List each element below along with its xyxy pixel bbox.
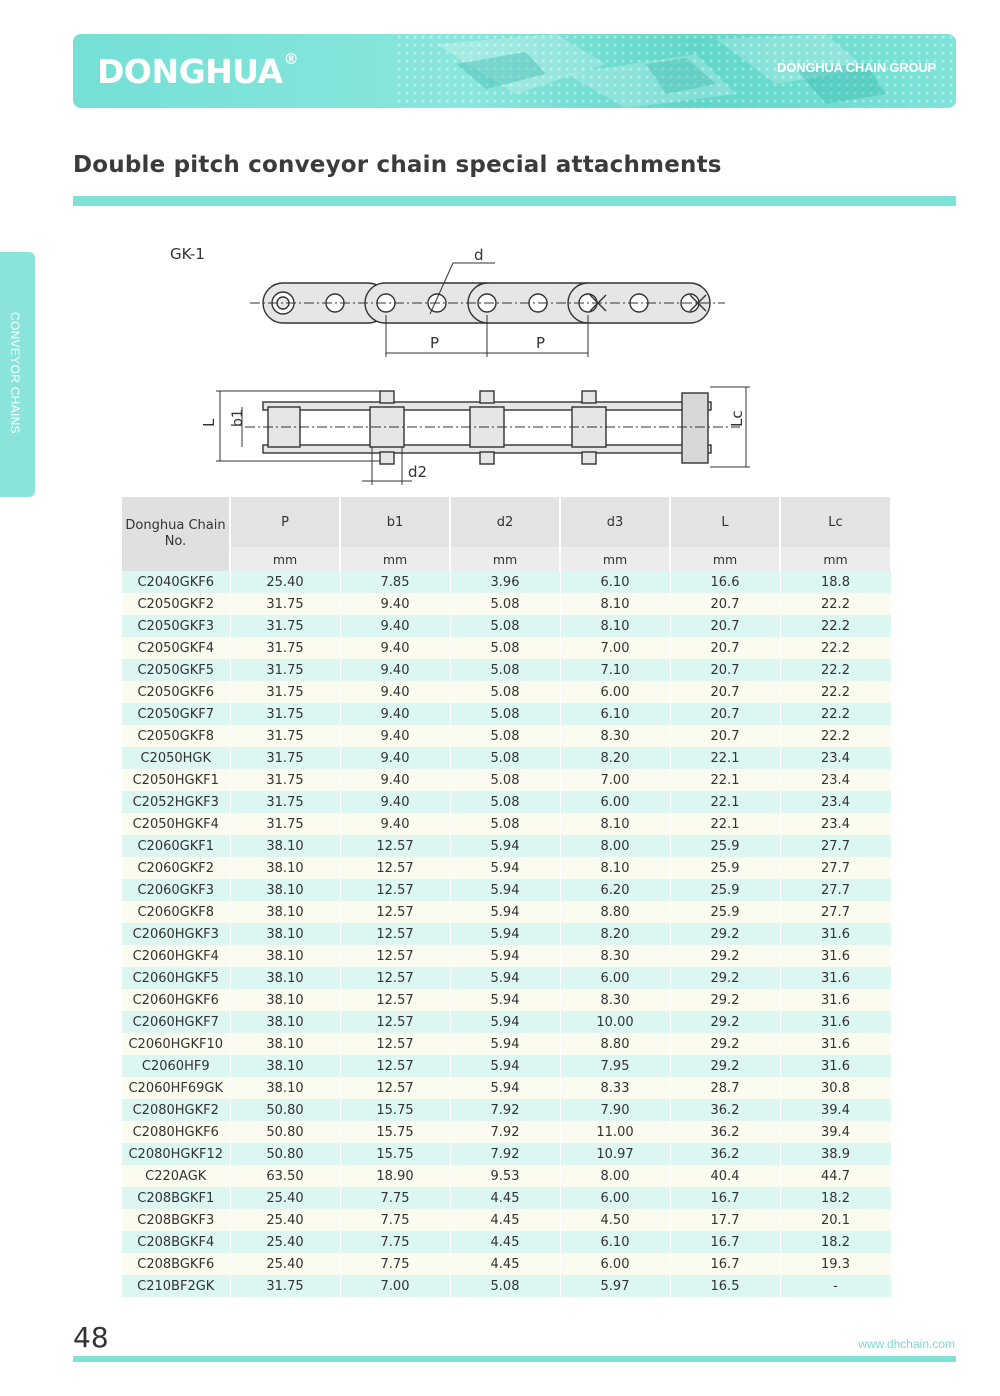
cell-value: 23.4: [780, 747, 891, 769]
cell-value: 9.53: [450, 1165, 560, 1187]
table-row: [122, 1275, 891, 1297]
cell-value: 25.40: [230, 571, 340, 593]
cell-value: 22.1: [670, 813, 780, 835]
cell-value: 31.6: [780, 1033, 891, 1055]
cell-chain-no: C2050GKF2: [122, 593, 230, 615]
cell-value: 9.40: [340, 681, 450, 703]
cell-value: 18.2: [780, 1187, 891, 1209]
cell-value: 4.45: [450, 1187, 560, 1209]
cell-value: 5.94: [450, 923, 560, 945]
side-tab-label: CONVEYOR CHAINS: [8, 312, 22, 434]
table-row: [122, 725, 891, 747]
cell-value: 9.40: [340, 659, 450, 681]
cell-value: 36.2: [670, 1121, 780, 1143]
cell-value: 22.2: [780, 725, 891, 747]
cell-value: 31.75: [230, 681, 340, 703]
cell-value: 28.7: [670, 1077, 780, 1099]
dim-b1-label: b1: [230, 409, 246, 427]
cell-value: 31.6: [780, 945, 891, 967]
table-row: [122, 923, 891, 945]
header-d3: d3: [560, 497, 670, 547]
cell-value: 31.6: [780, 923, 891, 945]
cell-value: 12.57: [340, 1033, 450, 1055]
cell-value: 6.10: [560, 703, 670, 725]
cell-value: 5.94: [450, 1011, 560, 1033]
table-row: [122, 1209, 891, 1231]
cell-value: 16.7: [670, 1231, 780, 1253]
cell-value: 22.1: [670, 747, 780, 769]
cell-chain-no: C2060HGKF5: [122, 967, 230, 989]
page-number: 48: [73, 1321, 109, 1354]
cell-chain-no: C2050GKF6: [122, 681, 230, 703]
cell-chain-no: C2050HGKF4: [122, 813, 230, 835]
unit-b1: mm: [340, 547, 450, 571]
cell-chain-no: C220AGK: [122, 1165, 230, 1187]
cell-value: 8.30: [560, 989, 670, 1011]
table-row: [122, 615, 891, 637]
footer-divider: [73, 1356, 956, 1362]
cell-value: 29.2: [670, 967, 780, 989]
cell-value: 8.33: [560, 1077, 670, 1099]
cell-value: 38.9: [780, 1143, 891, 1165]
cell-value: 6.00: [560, 967, 670, 989]
cell-value: 36.2: [670, 1099, 780, 1121]
unit-d3: mm: [560, 547, 670, 571]
cell-value: 15.75: [340, 1099, 450, 1121]
cell-value: 16.6: [670, 571, 780, 593]
cell-chain-no: C2080HGKF2: [122, 1099, 230, 1121]
website-link[interactable]: www.dhchain.com: [858, 1337, 955, 1351]
cell-value: 5.08: [450, 1275, 560, 1297]
dim-l-label: L: [200, 418, 218, 427]
cell-chain-no: C2060HGKF10: [122, 1033, 230, 1055]
cell-value: 5.94: [450, 901, 560, 923]
cell-value: 5.08: [450, 791, 560, 813]
cell-value: 5.08: [450, 681, 560, 703]
cell-value: 7.75: [340, 1231, 450, 1253]
dim-lc-label: Lc: [728, 410, 746, 427]
cell-value: 38.10: [230, 989, 340, 1011]
cell-value: 7.00: [560, 637, 670, 659]
header-p: P: [230, 497, 340, 547]
table-row: [122, 1187, 891, 1209]
unit-p: mm: [230, 547, 340, 571]
table-row: [122, 791, 891, 813]
cell-value: 23.4: [780, 769, 891, 791]
cell-value: 27.7: [780, 857, 891, 879]
cell-value: 6.00: [560, 1187, 670, 1209]
cell-value: 8.10: [560, 615, 670, 637]
table-row: [122, 1055, 891, 1077]
cell-chain-no: C2052HGKF3: [122, 791, 230, 813]
cell-value: 12.57: [340, 1011, 450, 1033]
cell-value: 25.9: [670, 901, 780, 923]
cell-value: 22.2: [780, 593, 891, 615]
cell-chain-no: C2050HGKF1: [122, 769, 230, 791]
cell-value: 12.57: [340, 945, 450, 967]
cell-value: 31.75: [230, 615, 340, 637]
cell-value: 19.3: [780, 1253, 891, 1275]
cell-value: 38.10: [230, 1077, 340, 1099]
cell-value: 7.75: [340, 1253, 450, 1275]
cell-value: 4.45: [450, 1231, 560, 1253]
cell-chain-no: C208BGKF1: [122, 1187, 230, 1209]
cell-value: 7.75: [340, 1187, 450, 1209]
dim-d2-label: d2: [408, 463, 428, 481]
cell-value: 12.57: [340, 857, 450, 879]
cell-value: 6.20: [560, 879, 670, 901]
cell-value: 8.20: [560, 747, 670, 769]
cell-value: 7.95: [560, 1055, 670, 1077]
cell-value: 38.10: [230, 1033, 340, 1055]
cell-value: 31.6: [780, 989, 891, 1011]
cell-chain-no: C210BF2GK: [122, 1275, 230, 1297]
table-row: [122, 945, 891, 967]
cell-value: 5.97: [560, 1275, 670, 1297]
cell-chain-no: C2040GKF6: [122, 571, 230, 593]
unit-d2: mm: [450, 547, 560, 571]
cell-value: 29.2: [670, 1011, 780, 1033]
cell-value: 22.2: [780, 681, 891, 703]
cell-value: 12.57: [340, 989, 450, 1011]
cell-value: 31.6: [780, 967, 891, 989]
page-title: Double pitch conveyor chain special attachments: [73, 152, 722, 178]
cell-value: 23.4: [780, 791, 891, 813]
table-row: [122, 1077, 891, 1099]
table-row: [122, 1165, 891, 1187]
cell-value: 25.9: [670, 879, 780, 901]
header-d2: d2: [450, 497, 560, 547]
cell-value: 16.7: [670, 1253, 780, 1275]
cell-value: 12.57: [340, 835, 450, 857]
header-chain-no: Donghua Chain No.: [122, 497, 230, 571]
cell-value: 20.1: [780, 1209, 891, 1231]
cell-value: 9.40: [340, 725, 450, 747]
cell-value: 20.7: [670, 725, 780, 747]
cell-value: 25.40: [230, 1209, 340, 1231]
table-row: [122, 813, 891, 835]
cell-value: 6.00: [560, 681, 670, 703]
cell-chain-no: C2060HGKF4: [122, 945, 230, 967]
table-row: [122, 901, 891, 923]
cell-value: 20.7: [670, 593, 780, 615]
cell-value: 9.40: [340, 769, 450, 791]
cell-value: 9.40: [340, 703, 450, 725]
spec-table: [122, 497, 892, 1297]
cell-value: 3.96: [450, 571, 560, 593]
cell-value: 8.10: [560, 857, 670, 879]
cell-value: 31.75: [230, 725, 340, 747]
cell-value: 25.9: [670, 835, 780, 857]
cell-value: 38.10: [230, 901, 340, 923]
table-row: [122, 1253, 891, 1275]
cell-value: 11.00: [560, 1121, 670, 1143]
cell-value: 5.94: [450, 857, 560, 879]
cell-value: 25.40: [230, 1231, 340, 1253]
cell-value: 22.1: [670, 769, 780, 791]
cell-value: 20.7: [670, 681, 780, 703]
table-row: [122, 1011, 891, 1033]
cell-value: 39.4: [780, 1099, 891, 1121]
cell-chain-no: C2050GKF3: [122, 615, 230, 637]
cell-value: 20.7: [670, 659, 780, 681]
cell-value: 8.20: [560, 923, 670, 945]
cell-chain-no: C2060GKF8: [122, 901, 230, 923]
brand-logo: DONGHUA®: [97, 50, 299, 91]
table-row: [122, 659, 891, 681]
cell-value: 16.5: [670, 1275, 780, 1297]
cell-chain-no: C2080HGKF12: [122, 1143, 230, 1165]
cell-value: 31.6: [780, 1055, 891, 1077]
cell-chain-no: C2060GKF2: [122, 857, 230, 879]
cell-value: 9.40: [340, 615, 450, 637]
cell-value: 63.50: [230, 1165, 340, 1187]
cell-value: 8.10: [560, 593, 670, 615]
cell-chain-no: C208BGKF4: [122, 1231, 230, 1253]
cell-value: 15.75: [340, 1121, 450, 1143]
group-name: DONGHUA CHAIN GROUP: [777, 60, 936, 75]
cell-value: 8.10: [560, 813, 670, 835]
cell-value: 17.7: [670, 1209, 780, 1231]
cell-chain-no: C2050GKF8: [122, 725, 230, 747]
table-row: [122, 857, 891, 879]
cell-chain-no: C2060GKF1: [122, 835, 230, 857]
table-row: [122, 879, 891, 901]
cell-value: 10.00: [560, 1011, 670, 1033]
cell-value: 4.45: [450, 1209, 560, 1231]
cell-value: 50.80: [230, 1121, 340, 1143]
cell-value: 5.08: [450, 725, 560, 747]
cell-value: 5.08: [450, 813, 560, 835]
table-row: [122, 967, 891, 989]
cell-value: 5.94: [450, 1077, 560, 1099]
cell-value: 5.94: [450, 945, 560, 967]
cell-value: 7.90: [560, 1099, 670, 1121]
section-side-tab: [0, 252, 35, 497]
cell-value: 16.7: [670, 1187, 780, 1209]
cell-value: 29.2: [670, 1033, 780, 1055]
cell-value: 31.75: [230, 703, 340, 725]
table-row: [122, 747, 891, 769]
table-row: [122, 593, 891, 615]
cell-value: 9.40: [340, 637, 450, 659]
cell-value: 5.94: [450, 835, 560, 857]
cell-value: 5.08: [450, 747, 560, 769]
cell-value: 7.75: [340, 1209, 450, 1231]
cell-value: 22.2: [780, 615, 891, 637]
cell-value: 5.08: [450, 615, 560, 637]
cell-value: 7.92: [450, 1121, 560, 1143]
cell-value: 31.75: [230, 747, 340, 769]
cell-value: 38.10: [230, 1011, 340, 1033]
cell-value: 38.10: [230, 945, 340, 967]
cell-value: 22.1: [670, 791, 780, 813]
cell-value: 6.10: [560, 571, 670, 593]
cell-value: 29.2: [670, 923, 780, 945]
cell-value: 10.97: [560, 1143, 670, 1165]
table-row: [122, 769, 891, 791]
cell-value: 44.7: [780, 1165, 891, 1187]
cell-value: 12.57: [340, 879, 450, 901]
cell-value: 5.08: [450, 659, 560, 681]
table-row: [122, 1099, 891, 1121]
cell-value: 22.2: [780, 703, 891, 725]
cell-value: 6.10: [560, 1231, 670, 1253]
table-row: [122, 1231, 891, 1253]
cell-value: 20.7: [670, 703, 780, 725]
cell-chain-no: C208BGKF3: [122, 1209, 230, 1231]
cell-value: -: [780, 1275, 891, 1297]
cell-value: 18.90: [340, 1165, 450, 1187]
cell-value: 29.2: [670, 945, 780, 967]
cell-value: 12.57: [340, 1077, 450, 1099]
cell-value: 5.94: [450, 967, 560, 989]
table-row: [122, 1143, 891, 1165]
cell-chain-no: C2050GKF4: [122, 637, 230, 659]
cell-value: 20.7: [670, 637, 780, 659]
table-row: [122, 1033, 891, 1055]
cell-value: 7.00: [340, 1275, 450, 1297]
cell-chain-no: C208BGKF6: [122, 1253, 230, 1275]
cell-chain-no: C2080HGKF6: [122, 1121, 230, 1143]
table-row: [122, 1121, 891, 1143]
cell-chain-no: C2050GKF5: [122, 659, 230, 681]
cell-value: 31.75: [230, 769, 340, 791]
cell-value: 38.10: [230, 857, 340, 879]
cell-value: 18.8: [780, 571, 891, 593]
cell-value: 9.40: [340, 813, 450, 835]
cell-value: 23.4: [780, 813, 891, 835]
cell-chain-no: C2060HGKF3: [122, 923, 230, 945]
table-row: [122, 989, 891, 1011]
cell-value: 38.10: [230, 835, 340, 857]
table-row: [122, 681, 891, 703]
diagram-model-label: GK-1: [170, 245, 205, 263]
cell-value: 29.2: [670, 989, 780, 1011]
cell-value: 31.75: [230, 813, 340, 835]
table-row: [122, 571, 891, 593]
spec-table-body: [122, 571, 891, 1297]
cell-value: 38.10: [230, 879, 340, 901]
cell-value: 22.2: [780, 659, 891, 681]
cell-value: 7.00: [560, 769, 670, 791]
cell-chain-no: C2060HF9: [122, 1055, 230, 1077]
chain-diagram: [150, 235, 790, 495]
cell-value: 38.10: [230, 923, 340, 945]
header-banner: [73, 34, 956, 108]
cell-value: 8.30: [560, 725, 670, 747]
cell-value: 7.10: [560, 659, 670, 681]
cell-value: 5.08: [450, 593, 560, 615]
cell-value: 6.00: [560, 1253, 670, 1275]
cell-value: 20.7: [670, 615, 780, 637]
cell-value: 5.94: [450, 879, 560, 901]
cell-value: 30.8: [780, 1077, 891, 1099]
cell-value: 38.10: [230, 1055, 340, 1077]
cell-value: 39.4: [780, 1121, 891, 1143]
cell-value: 8.80: [560, 901, 670, 923]
header-lc: Lc: [780, 497, 891, 547]
cell-chain-no: C2060GKF3: [122, 879, 230, 901]
table-row: [122, 835, 891, 857]
dim-p1-label: P: [430, 334, 440, 352]
cell-value: 8.00: [560, 835, 670, 857]
cell-value: 31.75: [230, 593, 340, 615]
cell-value: 27.7: [780, 901, 891, 923]
cell-value: 7.92: [450, 1143, 560, 1165]
dim-d-label: d: [474, 246, 484, 264]
cell-value: 25.40: [230, 1253, 340, 1275]
cell-value: 25.40: [230, 1187, 340, 1209]
cell-value: 12.57: [340, 923, 450, 945]
cell-value: 5.08: [450, 703, 560, 725]
header-l: L: [670, 497, 780, 547]
dim-p2-label: P: [536, 334, 546, 352]
cell-chain-no: C2060HGKF6: [122, 989, 230, 1011]
cell-chain-no: C2060HGKF7: [122, 1011, 230, 1033]
unit-lc: mm: [780, 547, 891, 571]
cell-value: 5.08: [450, 637, 560, 659]
cell-value: 38.10: [230, 967, 340, 989]
header-b1: b1: [340, 497, 450, 547]
cell-value: 5.08: [450, 769, 560, 791]
cell-value: 31.75: [230, 791, 340, 813]
cell-value: 4.50: [560, 1209, 670, 1231]
cell-value: 8.80: [560, 1033, 670, 1055]
cell-value: 31.6: [780, 1011, 891, 1033]
cell-value: 9.40: [340, 791, 450, 813]
cell-chain-no: C2060HF69GK: [122, 1077, 230, 1099]
cell-value: 31.75: [230, 1275, 340, 1297]
cell-value: 12.57: [340, 967, 450, 989]
cell-value: 27.7: [780, 879, 891, 901]
unit-l: mm: [670, 547, 780, 571]
cell-value: 18.2: [780, 1231, 891, 1253]
cell-value: 5.94: [450, 1033, 560, 1055]
cell-value: 29.2: [670, 1055, 780, 1077]
cell-value: 27.7: [780, 835, 891, 857]
cell-chain-no: C2050HGK: [122, 747, 230, 769]
table-row: [122, 637, 891, 659]
cell-value: 4.45: [450, 1253, 560, 1275]
cell-chain-no: C2050GKF7: [122, 703, 230, 725]
cell-value: 15.75: [340, 1143, 450, 1165]
cell-value: 8.00: [560, 1165, 670, 1187]
cell-value: 5.94: [450, 989, 560, 1011]
table-row: [122, 703, 891, 725]
cell-value: 22.2: [780, 637, 891, 659]
cell-value: 9.40: [340, 747, 450, 769]
cell-value: 36.2: [670, 1143, 780, 1165]
cell-value: 50.80: [230, 1099, 340, 1121]
cell-value: 25.9: [670, 857, 780, 879]
cell-value: 5.94: [450, 1055, 560, 1077]
cell-value: 50.80: [230, 1143, 340, 1165]
cell-value: 12.57: [340, 1055, 450, 1077]
cell-value: 8.30: [560, 945, 670, 967]
title-divider: [73, 196, 956, 206]
cell-value: 7.92: [450, 1099, 560, 1121]
cell-value: 40.4: [670, 1165, 780, 1187]
cell-value: 31.75: [230, 637, 340, 659]
cell-value: 7.85: [340, 571, 450, 593]
cell-value: 31.75: [230, 659, 340, 681]
cell-value: 12.57: [340, 901, 450, 923]
cell-value: 6.00: [560, 791, 670, 813]
cell-value: 9.40: [340, 593, 450, 615]
